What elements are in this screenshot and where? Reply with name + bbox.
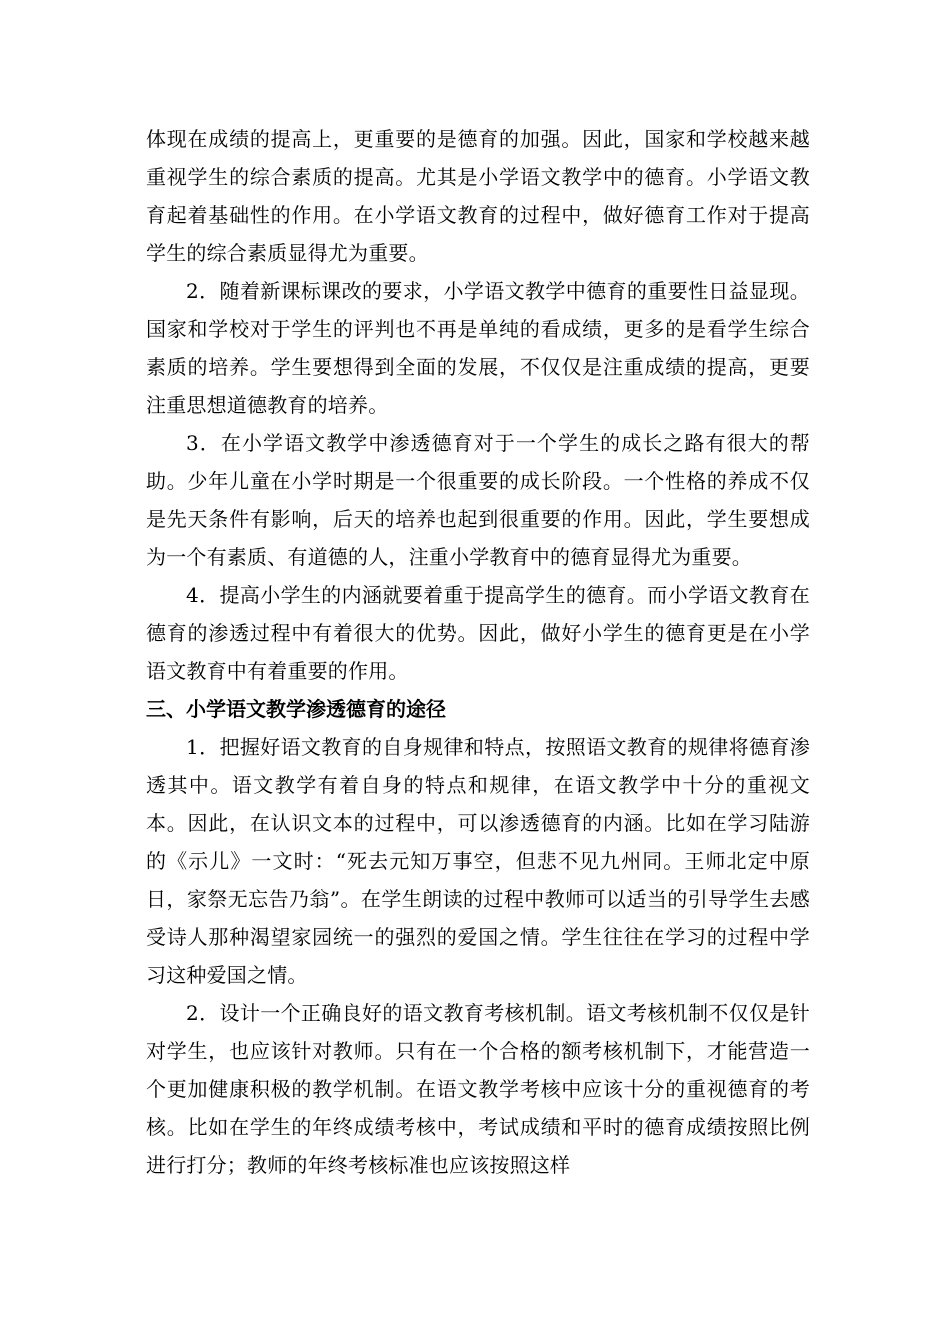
- section-paragraph-2: 2．设计一个正确良好的语文教育考核机制。语文考核机制不仅仅是针对学生，也应该针对教师。只有在一个合格的额考核机制下，才能营造一个更加健康积极的教学机制。在语文教学考核中应该十分的重视德育的考核。比如在学生的年终成绩考核中，考试成绩和平时的德育成绩按照比例进行打分；教师的年终考核标准也应该按照这样: [146, 1001, 810, 1177]
- section-paragraph-1: 1．把握好语文教育的自身规律和特点，按照语文教育的规律将德育渗透其中。语文教学有着自身的特点和规律，在语文教学中十分的重视文本。因此，在认识文本的过程中，可以渗透德育的内涵。比如在学习陆游的《示儿》一文时：“死去元知万事空，但悲不见九州同。王师北定中原日，家祭无忘告乃翁”。在学生朗读的过程中教师可以适当的引导学生去感受诗人那种渴望家园统一的强烈的爱国之情。学生往往在学习的过程中学习这种爱国之情。: [146, 735, 810, 987]
- paragraph-continuation: 体现在成绩的提高上，更重要的是德育的加强。因此，国家和学校越来越重视学生的综合素质的提高。尤其是小学语文教学中的德育。小学语文教育起着基础性的作用。在小学语文教育的过程中，做好德育工作对于提高学生的综合素质显得尤为重要。: [146, 127, 810, 265]
- paragraph-item-2: 2．随着新课标课改的要求，小学语文教学中德育的重要性日益显现。国家和学校对于学生的评判也不再是单纯的看成绩，更多的是看学生综合素质的培养。学生要想得到全面的发展，不仅仅是注重成绩的提高，更要注重思想道德教育的培养。: [146, 279, 810, 417]
- paragraph-item-4: 4．提高小学生的内涵就要着重于提高学生的德育。而小学语文教育在德育的渗透过程中有着很大的优势。因此，做好小学生的德育更是在小学语文教育中有着重要的作用。: [146, 583, 810, 683]
- document-body: [146, 120, 810, 1184]
- paragraph-item-3: 3．在小学语文教学中渗透德育对于一个学生的成长之路有很大的帮助。少年儿童在小学时期是一个很重要的成长阶段。一个性格的养成不仅是先天条件有影响，后天的培养也起到很重要的作用。因此，学生要想成为一个有素质、有道德的人，注重小学教育中的德育显得尤为重要。: [146, 431, 810, 569]
- section-heading: 三、小学语文教学渗透德育的途径: [146, 697, 446, 721]
